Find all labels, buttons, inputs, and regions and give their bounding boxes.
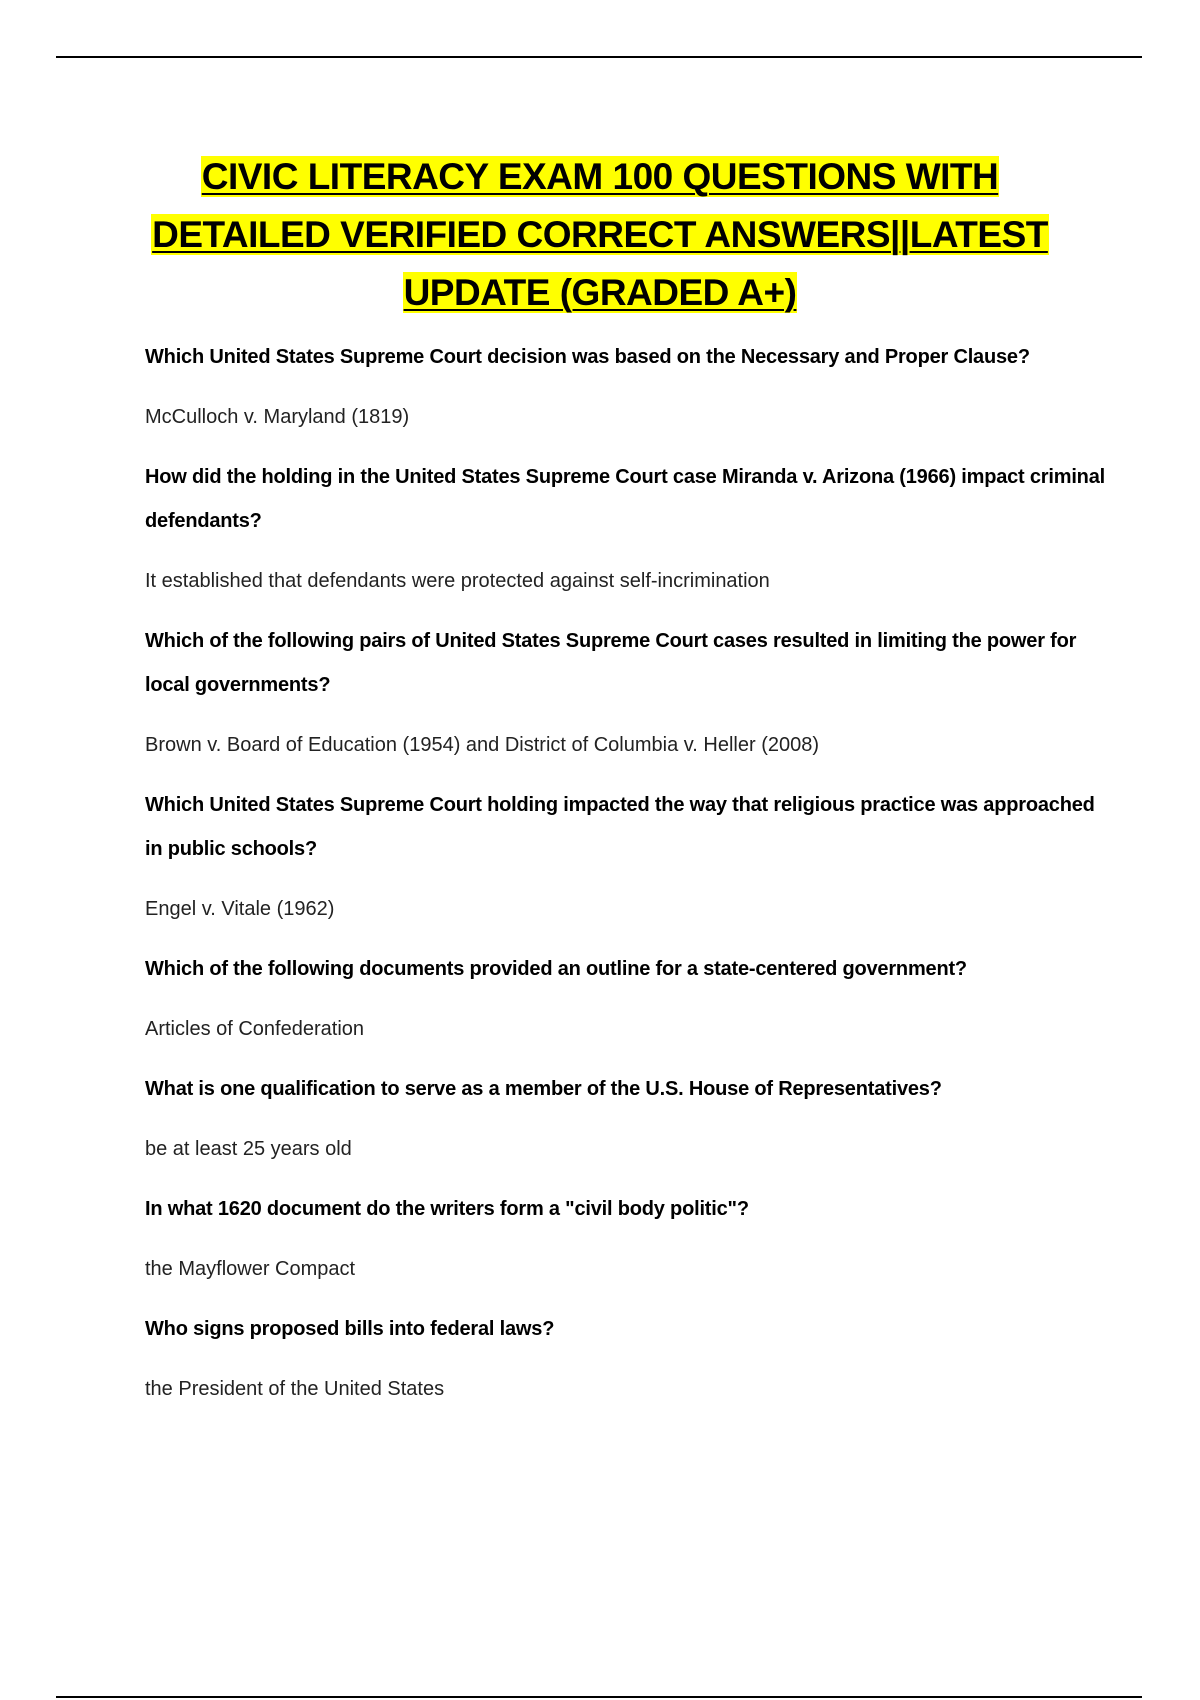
qa-item-6 bbox=[145, 1067, 1105, 1171]
question-text: In what 1620 document do the writers form a "civil body politic"? bbox=[145, 1198, 749, 1220]
answer-text: Brown v. Board of Education (1954) and District of Columbia v. Heller (2008) bbox=[145, 734, 820, 756]
document-title bbox=[120, 148, 1080, 322]
question-text: Who signs proposed bills into federal laws? bbox=[145, 1318, 555, 1340]
qa-item-3 bbox=[145, 619, 1105, 767]
qa-item-2 bbox=[145, 455, 1105, 603]
qa-item-4 bbox=[145, 783, 1105, 931]
qa-item-8 bbox=[145, 1307, 1105, 1411]
top-rule bbox=[56, 56, 1142, 58]
question-text: Which of the following documents provided an outline for a state-centered government? bbox=[145, 958, 967, 980]
answer-text: the Mayflower Compact bbox=[145, 1258, 356, 1280]
qa-item-7 bbox=[145, 1187, 1105, 1291]
question-text: Which United States Supreme Court decision was based on the Necessary and Proper Clause? bbox=[145, 346, 1030, 368]
answer-text: Articles of Confederation bbox=[145, 1018, 365, 1040]
qa-item-5 bbox=[145, 947, 1105, 1051]
qa-list bbox=[145, 335, 1105, 1427]
question-text: How did the holding in the United States Supreme Court case Miranda v. Arizona (1966) impact criminal defendants? bbox=[145, 466, 1105, 532]
document-title-text: CIVIC LITERACY EXAM 100 QUESTIONS WITH DETAILED VERIFIED CORRECT ANSWERS||LATEST UPDATE (GRADED A+) bbox=[152, 156, 1048, 313]
bottom-rule bbox=[56, 1696, 1142, 1698]
question-text: Which United States Supreme Court holding impacted the way that religious practice was approached in public schools? bbox=[145, 794, 1095, 860]
answer-text: be at least 25 years old bbox=[145, 1138, 352, 1160]
question-text: What is one qualification to serve as a member of the U.S. House of Representatives? bbox=[145, 1078, 942, 1100]
answer-text: Engel v. Vitale (1962) bbox=[145, 898, 335, 920]
answer-text: McCulloch v. Maryland (1819) bbox=[145, 406, 410, 428]
answer-text: It established that defendants were protected against self-incrimination bbox=[145, 570, 770, 592]
question-text: Which of the following pairs of United States Supreme Court cases resulted in limiting the power for local governments? bbox=[145, 630, 1077, 696]
qa-item-1 bbox=[145, 335, 1105, 439]
answer-text: the President of the United States bbox=[145, 1378, 445, 1400]
